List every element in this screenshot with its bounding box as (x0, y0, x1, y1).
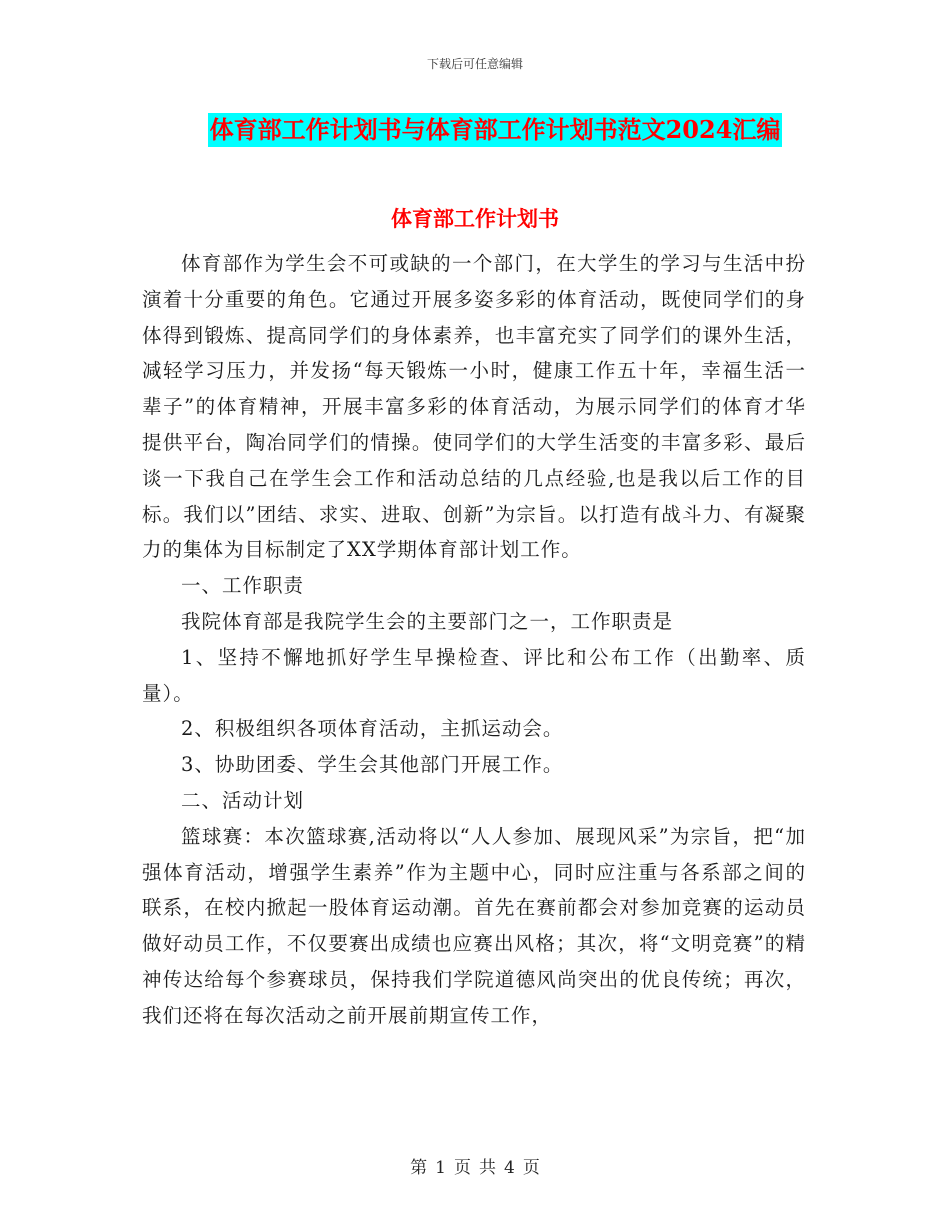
paragraph: 篮球赛：本次篮球赛,活动将以“人人参加、展现风采”为宗旨，把“加强体育活动，增强学生素养”作为主题中心，同时应注重与各系部之间的联系，在校内掀起一股体育运动潮。首先在赛前都会对参加竞赛的运动员做好动员工作，不仅要赛出成绩也应赛出风格；其次，将“文明竞赛”的精神传达给每个参赛球员，保持我们学院道德风尚突出的优良传统；再次，我们还将在每次活动之前开展前期宣传工作， (142, 824, 806, 1027)
paragraph: 3、协助团委、学生会其他部门开展工作。 (181, 753, 564, 777)
main-title: 体育部工作计划书与体育部工作计划书范文2024汇编 (208, 113, 783, 147)
total-pages: 4 (504, 1158, 515, 1178)
total-label: 共 (479, 1158, 496, 1178)
paragraph: 我院体育部是我院学生会的主要部门之一，工作职责是 (181, 609, 674, 633)
paragraph: 2、积极组织各项体育活动，主抓运动会。 (181, 717, 564, 741)
paragraph: 二、活动计划 (181, 788, 305, 812)
paragraph: 一、工作职责 (181, 574, 305, 598)
paragraph: 体育部作为学生会不可或缺的一个部门，在大学生的学习与生活中扮演着十分重要的角色。它通过开展多姿多彩的体育活动，既使同学们的身体得到锻炼、提高同学们的身体素养，也丰富充实了同学们的课外生活，减轻学习压力，并发扬“每天锻炼一小时，健康工作五十年，幸福生活一辈子”的体育精神，开展丰富多彩的体育活动，为展示同学们的体育才华提供平台，陶冶同学们的情操。使同学们的大学生活变的丰富多彩、最后谈一下我自己在学生会工作和活动总结的几点经验,也是我以后工作的目标。我们以”团结、求实、进取、创新”为宗旨。以打造有战斗力、有凝聚力的集体为目标制定了XX学期体育部计划工作。 (142, 252, 806, 562)
page-label: 第 (410, 1158, 428, 1178)
page-unit: 页 (454, 1158, 471, 1178)
section-title: 体育部工作计划书 (391, 206, 559, 231)
body-text (142, 246, 806, 1034)
paragraph: 1、坚持不懈地抓好学生早操检查、评比和公布工作（出勤率、质量）。 (142, 645, 806, 705)
header-note: 下载后可任意编辑 (426, 57, 523, 71)
page-footer (0, 1153, 950, 1178)
total-unit: 页 (522, 1158, 540, 1178)
main-title-wrap (0, 113, 950, 147)
page-number: 1 (435, 1158, 446, 1178)
